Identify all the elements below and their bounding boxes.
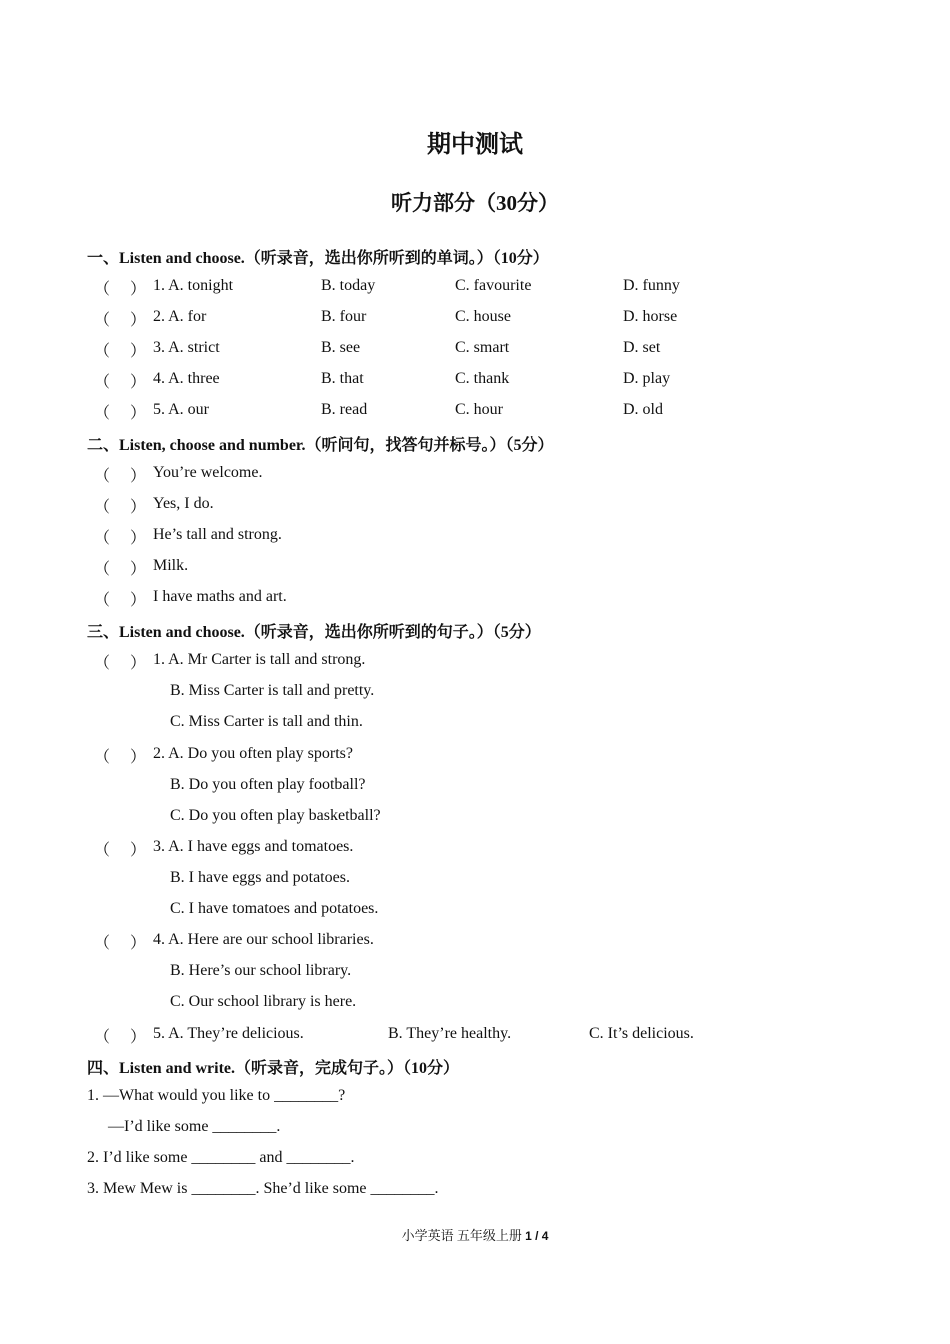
answer-bracket-close: ） xyxy=(130,561,147,578)
footer-text: 小学英语 五年级上册 xyxy=(401,1228,526,1243)
option-a: 1. A. tonight xyxy=(153,277,234,294)
question-option-c: C. Miss Carter is tall and thin. xyxy=(170,713,363,730)
question-option-c: C. I have tomatoes and potatoes. xyxy=(170,900,379,917)
answer-bracket-close: ） xyxy=(130,655,147,672)
option-c: C. favourite xyxy=(455,277,532,294)
question-option-a: 1. A. Mr Carter is tall and strong. xyxy=(153,651,366,668)
option-d: D. set xyxy=(623,339,661,356)
answer-bracket-close: ） xyxy=(130,749,147,766)
question-option-a: 5. A. They’re delicious. xyxy=(153,1025,304,1042)
section1-heading: 一、Listen and choose.（听录音，选出你所听到的单词。）（10分） xyxy=(87,250,549,267)
question-option-c: C. Do you often play basketball? xyxy=(170,807,381,824)
answer-bracket-close: ） xyxy=(130,1029,147,1046)
option-b: B. four xyxy=(321,308,367,325)
answer-bracket-close: ） xyxy=(130,935,147,952)
answer-bracket-open: （ xyxy=(94,468,111,485)
question-option-a: 4. A. Here are our school libraries. xyxy=(153,931,374,948)
question-option-b: B. I have eggs and potatoes. xyxy=(170,869,350,886)
option-d: D. funny xyxy=(623,277,680,294)
fill-in-line: 2. I’d like some ________ and ________. xyxy=(87,1149,355,1166)
section2-heading: 二、Listen, choose and number.（听问句，找答句并标号。）（5分） xyxy=(87,437,554,454)
option-c: C. smart xyxy=(455,339,510,356)
answer-bracket-open: （ xyxy=(94,343,111,360)
answer-bracket-open: （ xyxy=(94,405,111,422)
answer-bracket-open: （ xyxy=(94,935,111,952)
answer-bracket-open: （ xyxy=(94,749,111,766)
answer-bracket-close: ） xyxy=(130,405,147,422)
answer-bracket-close: ） xyxy=(130,842,147,859)
option-d: D. horse xyxy=(623,308,678,325)
question-option-b: B. Do you often play football? xyxy=(170,776,366,793)
fill-in-line: —I’d like some ________. xyxy=(108,1118,281,1135)
question-option-b: B. They’re healthy. xyxy=(388,1025,512,1042)
answer-bracket-open: （ xyxy=(94,374,111,391)
option-a: 3. A. strict xyxy=(153,339,220,356)
fill-in-line: 1. —What would you like to ________? xyxy=(87,1087,346,1104)
section-subtitle: 听力部分（30分） xyxy=(391,191,559,215)
answer-sentence: Milk. xyxy=(153,557,189,574)
option-b: B. today xyxy=(321,277,376,294)
answer-bracket-open: （ xyxy=(94,281,111,298)
option-b: B. see xyxy=(321,339,361,356)
question-option-a: 3. A. I have eggs and tomatoes. xyxy=(153,838,354,855)
answer-bracket-close: ） xyxy=(130,499,147,516)
option-d: D. play xyxy=(623,370,671,387)
option-c: C. thank xyxy=(455,370,510,387)
answer-bracket-close: ） xyxy=(130,374,147,391)
question-option-c: C. It’s delicious. xyxy=(589,1025,694,1042)
answer-sentence: Yes, I do. xyxy=(153,495,214,512)
answer-bracket-close: ） xyxy=(130,592,147,609)
question-option-c: C. Our school library is here. xyxy=(170,993,357,1010)
option-c: C. house xyxy=(455,308,511,325)
answer-bracket-close: ） xyxy=(130,343,147,360)
answer-sentence: He’s tall and strong. xyxy=(153,526,282,543)
answer-bracket-open: （ xyxy=(94,499,111,516)
answer-sentence: You’re welcome. xyxy=(153,464,263,481)
answer-bracket-open: （ xyxy=(94,655,111,672)
section4-heading: 四、Listen and write.（听录音，完成句子。）（10分） xyxy=(87,1060,460,1077)
option-b: B. read xyxy=(321,401,368,418)
section3-heading: 三、Listen and choose.（听录音，选出你所听到的句子。）（5分） xyxy=(87,624,541,641)
answer-bracket-open: （ xyxy=(94,1029,111,1046)
option-a: 5. A. our xyxy=(153,401,209,418)
question-option-b: B. Here’s our school library. xyxy=(170,962,352,979)
page-footer xyxy=(0,1225,950,1244)
answer-bracket-open: （ xyxy=(94,312,111,329)
answer-bracket-close: ） xyxy=(130,468,147,485)
option-a: 2. A. for xyxy=(153,308,207,325)
question-option-a: 2. A. Do you often play sports? xyxy=(153,745,353,762)
answer-bracket-open: （ xyxy=(94,530,111,547)
fill-in-line: 3. Mew Mew is ________. She’d like some ________. xyxy=(87,1180,439,1197)
option-b: B. that xyxy=(321,370,364,387)
option-c: C. hour xyxy=(455,401,503,418)
answer-bracket-open: （ xyxy=(94,561,111,578)
answer-bracket-open: （ xyxy=(94,842,111,859)
question-option-b: B. Miss Carter is tall and pretty. xyxy=(170,682,375,699)
option-d: D. old xyxy=(623,401,663,418)
answer-bracket-open: （ xyxy=(94,592,111,609)
page-title: 期中测试 xyxy=(427,132,523,158)
answer-sentence: I have maths and art. xyxy=(153,588,287,605)
answer-bracket-close: ） xyxy=(130,530,147,547)
answer-bracket-close: ） xyxy=(130,312,147,329)
page-number: 1 / 4 xyxy=(525,1229,549,1243)
option-a: 4. A. three xyxy=(153,370,220,387)
answer-bracket-close: ） xyxy=(130,281,147,298)
